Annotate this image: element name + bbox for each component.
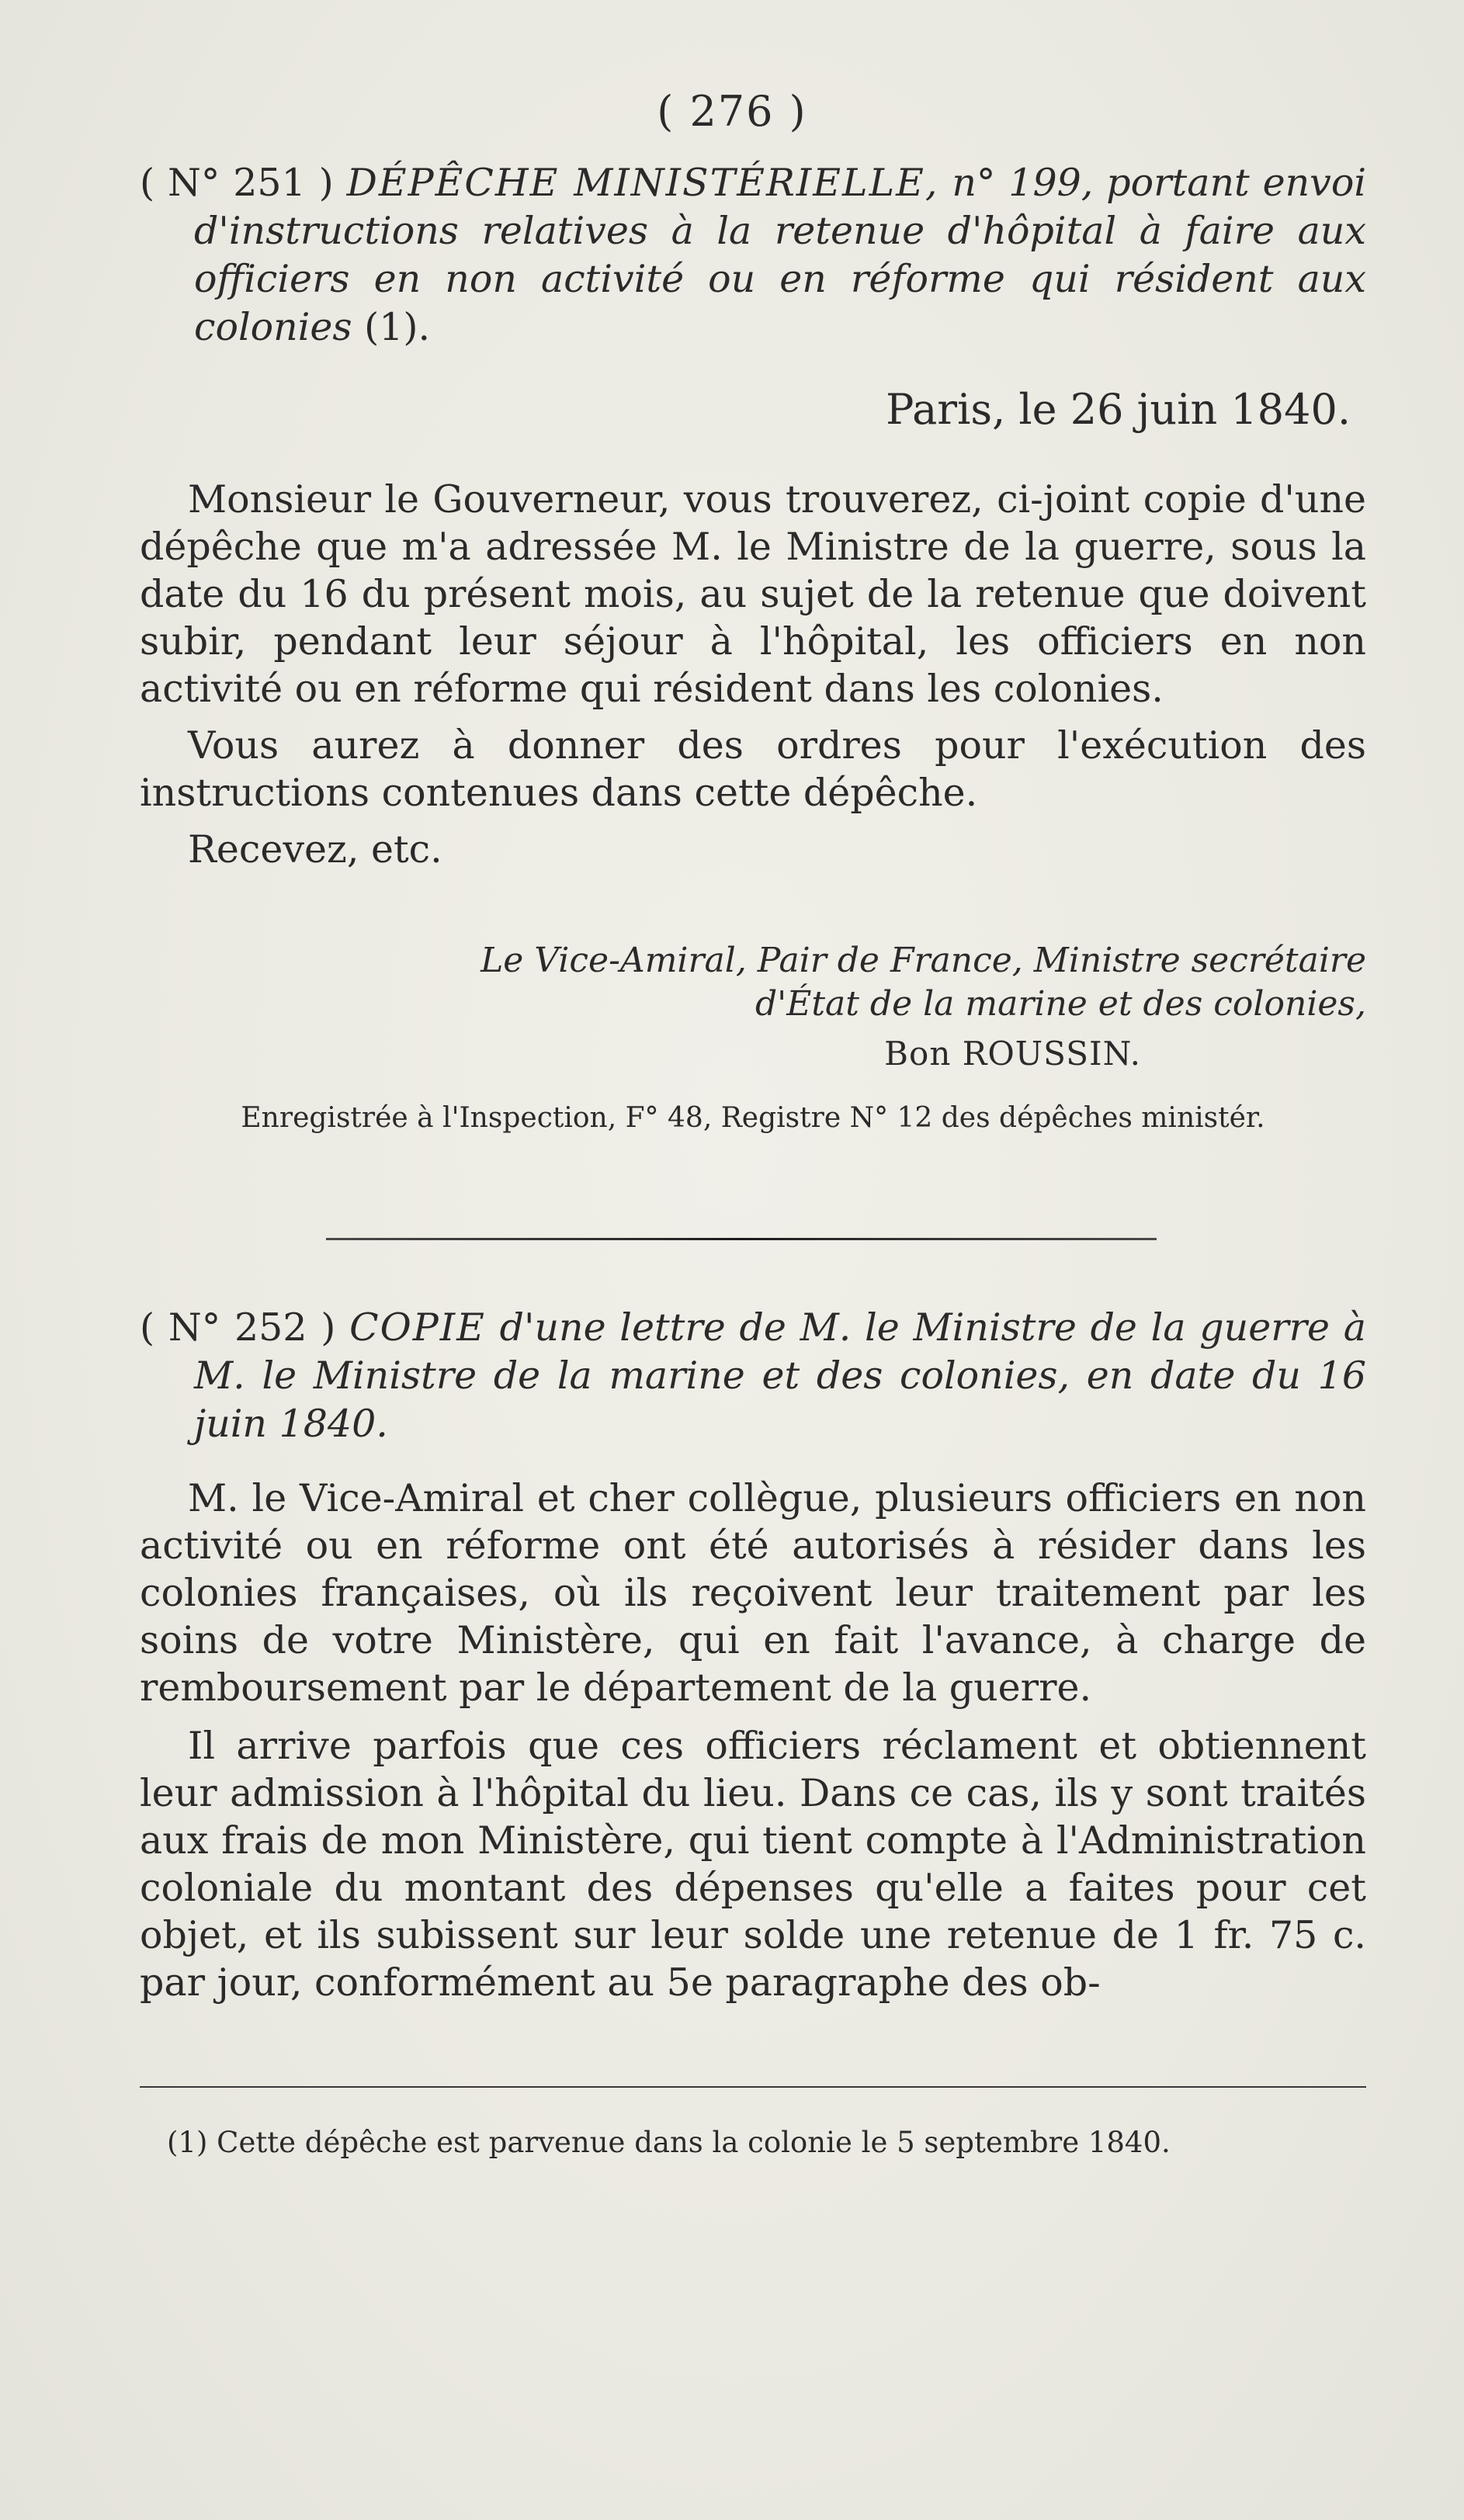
dispatch-title: COPIE [349,1305,486,1350]
footnote-rule [140,2086,1366,2088]
footnote-ref: (1). [364,305,431,349]
place-date: Paris, le 26 juin 1840. [886,385,1351,434]
paragraph: M. le Vice-Amiral et cher collègue, plusieurs officiers en non activité ou en réforme ont été autorisés à résider dans les colonies françaises, où ils reçoivent leur traitement par les soins de votre Ministère, qui en fait l'avance, à charge de remboursement par le département de la guerre. [140,1476,1366,1710]
dispatch-251-heading [140,159,1366,352]
dispatch-251-date-block [140,386,1366,434]
dispatch-251 [140,159,1366,352]
page-number: ( 276 ) [657,87,807,136]
dispatch-252 [140,1304,1366,2006]
signature-name: Bon ROUSSIN. [884,1035,1141,1073]
dispatch-number: ( N° 252 ) [140,1305,336,1350]
footnote: (1) Cette dépêche est parvenue dans la colonie le 5 septembre 1840. [167,2126,1171,2159]
dispatch-251-body [140,476,1366,873]
paragraph: Vous aurez à donner des ordres pour l'exécution des instructions contenues dans cette dépêche. [140,723,1366,815]
dispatch-no: n° 199, [952,161,1094,205]
dispatch-subject: d'une lettre de M. le Ministre de la guerre à M. le Ministre de la marine et des colonies, en date du [194,1305,1367,1398]
registration-note: Enregistrée à l'Inspection, F° 48, Registre N° 12 des dépêches ministér. [241,1102,1265,1134]
dispatch-title: DÉPÊCHE MINISTÉRIELLE, [346,161,939,205]
signature-title: d'État de la marine et des colonies, [755,984,1366,1024]
dispatch-date: 16 juin 1840. [194,1354,1366,1446]
dispatch-number: ( N° 251 ) [140,161,334,205]
dispatch-252-heading [140,1304,1366,1448]
dispatch-subject: portant envoi d'instructions relatives à la retenue d'hôpital à faire aux officiers en non activité ou en réforme qui résident aux colonies [194,161,1366,349]
signature-title: Le Vice-Amiral, Pair de France, Ministre secrétaire [480,941,1366,980]
paragraph: Monsieur le Gouverneur, vous trouverez, ci-joint copie d'une dépêche que m'a adressée M. le Ministre de la guerre, sous la date du 16 du présent mois, au sujet de la retenue que doivent subir, pendant leur séjour à l'hôpital, les officiers en non activité ou en réforme qui résident dans les colonies. [140,477,1366,711]
dispatch-251-signature [140,939,1366,1138]
section-divider [326,1238,1157,1240]
paragraph: Il arrive parfois que ces officiers réclament et obtiennent leur admission à l'hôpital du lieu. Dans ce cas, ils y sont traités aux frais de mon Ministère, qui tient compte à l'Administration coloniale du montant des dépenses qu'elle a faites pour cet objet, et ils subissent sur leur solde une retenue de 1 fr. 75 c. par jour, conformément au 5e paragraphe des ob- [140,1724,1366,2005]
paragraph: Recevez, etc. [188,827,442,872]
